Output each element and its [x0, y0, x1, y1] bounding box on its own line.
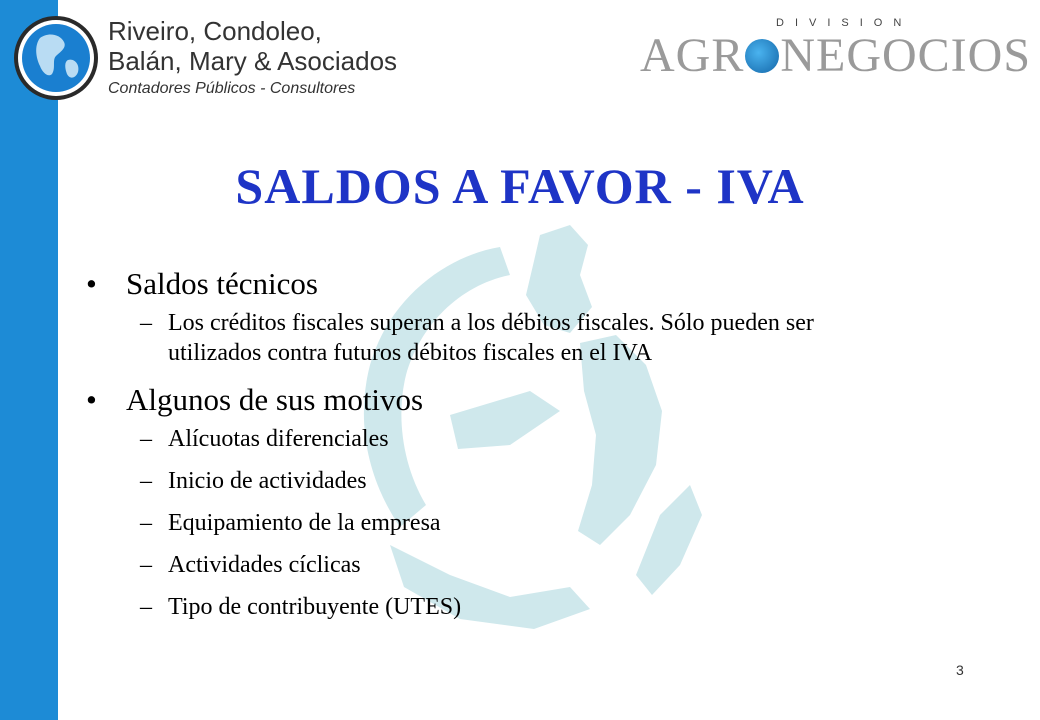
bullet-text: Saldos técnicos	[126, 266, 318, 301]
sub-item-list	[86, 424, 906, 622]
sub-item-dash: –	[140, 468, 152, 494]
bullet-dot: •	[86, 266, 97, 301]
agronegocios-logo-left: AGR	[640, 29, 745, 82]
sub-item-text: Actividades cíclicas	[168, 552, 361, 578]
sub-item	[86, 550, 906, 580]
page-number: 3	[956, 662, 964, 678]
sub-item-text: Equipamiento de la empresa	[168, 510, 441, 536]
globe-logo-icon	[12, 14, 100, 102]
sub-item-text: Los créditos fiscales superan a los débitos fiscales. Sólo pueden ser utilizados contra futuros débitos fiscales en el IVA	[168, 310, 814, 366]
sub-item	[86, 508, 906, 538]
sub-item-dash: –	[140, 426, 152, 452]
firm-name-line1: Riveiro, Condoleo,	[108, 16, 322, 46]
agronegocios-logo-right: NEGOCIOS	[780, 29, 1032, 82]
sub-item-dash: –	[140, 594, 152, 620]
sub-item	[86, 466, 906, 496]
agronegocios-logo	[640, 28, 1031, 83]
slide-content	[86, 264, 906, 634]
division-label: DIVISION	[776, 17, 913, 29]
slide-title: SALDOS A FAVOR - IVA	[235, 158, 805, 214]
sub-item	[86, 592, 906, 622]
firm-name-line2: Balán, Mary & Asociados	[108, 46, 398, 76]
sub-item-text: Tipo de contribuyente (UTES)	[168, 594, 462, 620]
sub-item-text: Alícuotas diferenciales	[168, 426, 389, 452]
bullet-item	[86, 380, 906, 420]
firm-tagline: Contadores Públicos - Consultores	[108, 80, 356, 97]
sub-item-text: Inicio de actividades	[168, 468, 367, 494]
sub-item-dash: –	[140, 552, 152, 578]
sub-item-dash: –	[140, 310, 152, 336]
sub-item	[86, 424, 906, 454]
bullet-dot: •	[86, 382, 97, 417]
sub-item-dash: –	[140, 510, 152, 536]
globe-letter-icon	[745, 39, 779, 73]
bullet-item	[86, 264, 906, 304]
sub-item	[86, 308, 906, 368]
sidebar-accent-bar	[0, 0, 58, 720]
bullet-text: Algunos de sus motivos	[126, 382, 424, 417]
firm-name-block	[108, 16, 397, 98]
